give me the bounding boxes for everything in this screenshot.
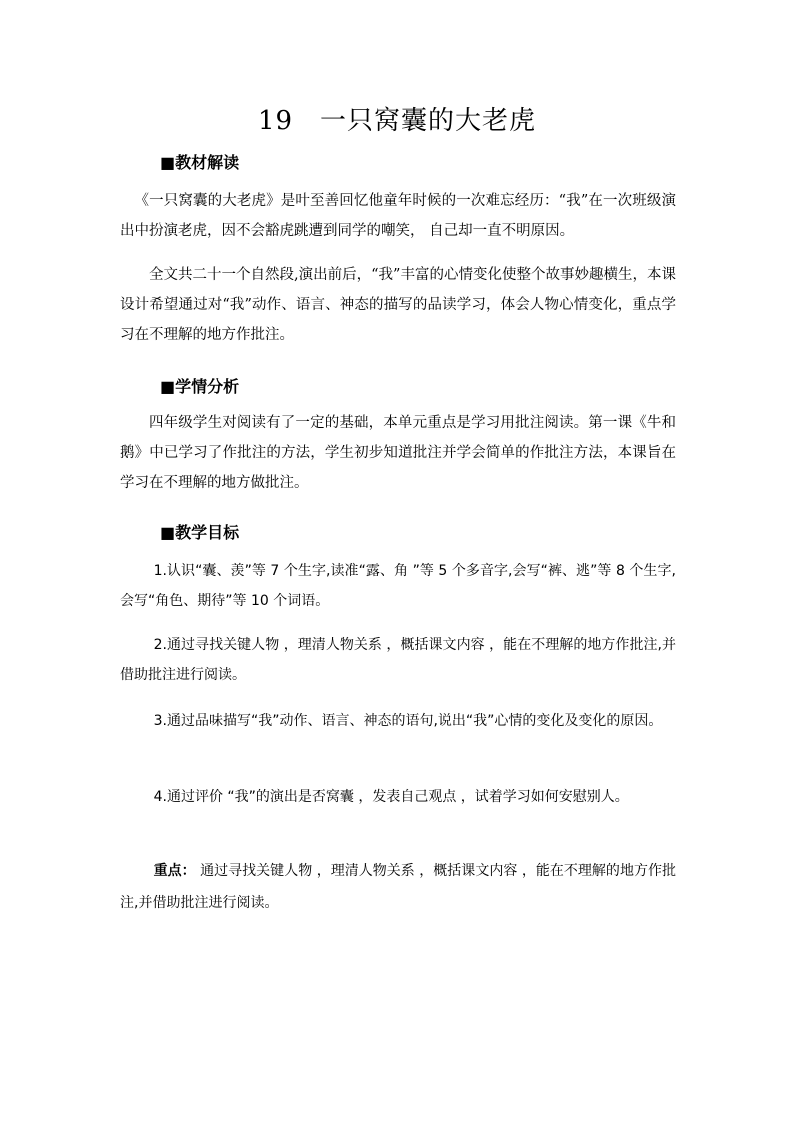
heading-teaching-goals: ■教学目标	[160, 523, 240, 542]
keypoint-label: 重点：	[153, 863, 196, 879]
goal-item-4: 4.通过评价 “我”的演出是否窝囊 ，发表自己观点 ，试着学习如何安慰别人。	[153, 789, 629, 805]
heading-learner-analysis: ■学情分析	[160, 377, 240, 396]
keypoint-text: 通过寻找关键人物 ，理清人物关系 ，概括课文内容 ，能在不理解的地方作批注,并借助批注进行阅读。	[120, 863, 676, 911]
goal-item-3: 3.通过品味描写“我”动作、语言、神态的语句,说出“我”心情的变化及变化的原因。	[153, 713, 663, 729]
keypoint-paragraph	[120, 855, 676, 919]
heading-textbook-analysis: ■教材解读	[160, 153, 240, 172]
paragraph-learner-analysis: 四年级学生对阅读有了一定的基础，本单元重点是学习用批注阅读。第一课《牛和鹅》中已学习了作批注的方法，学生初步知道批注并学会简单的作批注方法，本课旨在学习在不理解的地方做批注。	[120, 415, 676, 491]
paragraph-textbook-intro: 《一只窝囊的大老虎》是叶至善回忆他童年时候的一次难忘经历：“我”在一次班级演出中扮演老虎，因不会豁虎跳遭到同学的嘲笑， 自己却一直不明原因。	[120, 193, 676, 239]
paragraph-textbook-structure: 全文共二十一个自然段,演出前后，“我”丰富的心情变化使整个故事妙趣横生，本课设计希望通过对“我”动作、语言、神态的描写的品读学习，体会人物心情变化，重点学习在不理解的地方作批注。	[120, 267, 676, 343]
goal-item-2: 2.通过寻找关键人物 ，理清人物关系 ，概括课文内容 ，能在不理解的地方作批注,并借助批注进行阅读。	[120, 637, 676, 683]
lesson-title: 19 一只窝囊的大老虎	[257, 106, 537, 136]
goal-item-1: 1.认识“囊、羡”等 7 个生字,读准“露、角 ”等 5 个多音字,会写“裤、逃”等 8 个生字,会写“角色、期待”等 10 个词语。	[120, 563, 676, 609]
